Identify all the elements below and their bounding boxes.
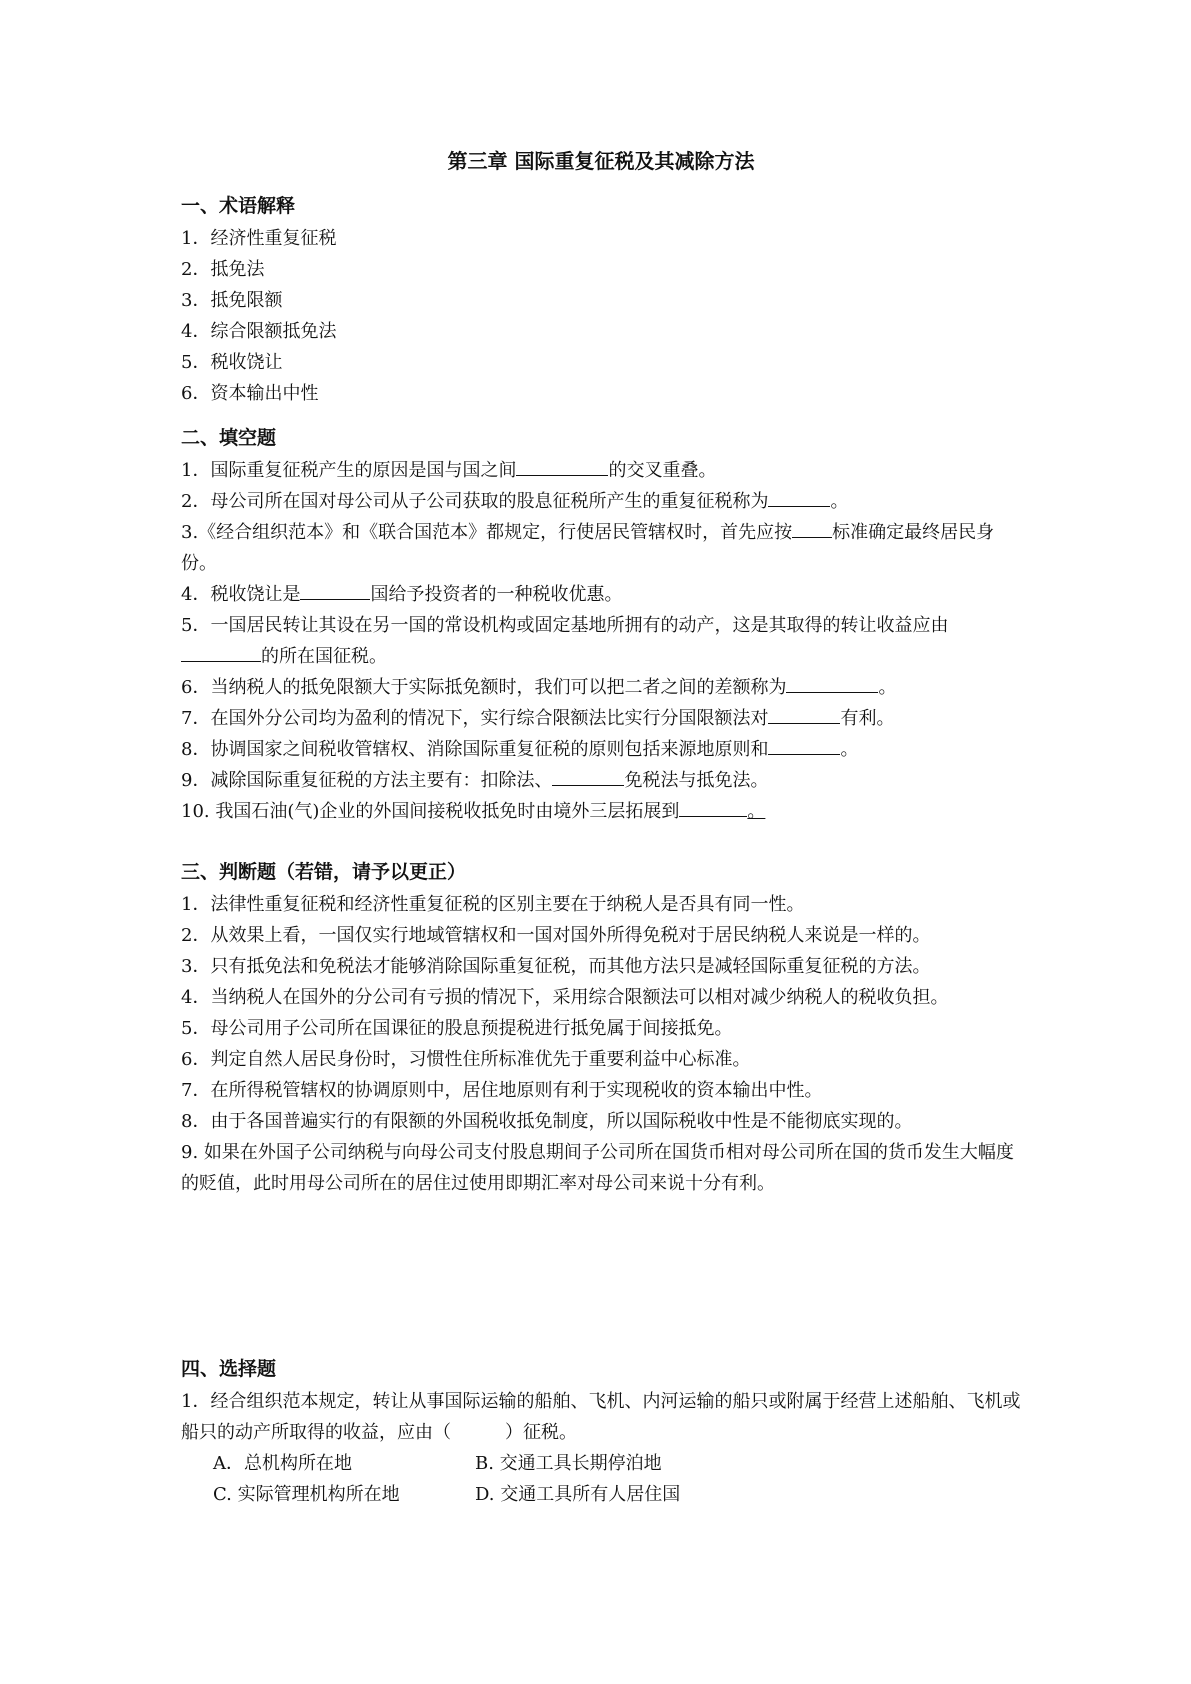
answer-blank[interactable] (792, 519, 832, 538)
fill-question: 10. 我国石油(气)企业的外国间接税收抵免时由境外三层拓展到 。 (181, 796, 1021, 827)
fill-question: 3.《经合组织范本》和《联合国范本》都规定，行使居民管辖权时，首先应按 标准确定最终居民身份。 (181, 517, 1021, 579)
term-item: 6．资本输出中性 (181, 383, 319, 404)
judge-question: 7．在所得税管辖权的协调原则中，居住地原则有利于实现税收的资本输出中性。 (181, 1080, 823, 1101)
section-multiple-choice (181, 1353, 1021, 1510)
section-heading: 一、术语解释 (181, 195, 296, 217)
answer-blank[interactable] (679, 798, 747, 817)
answer-blank[interactable] (181, 643, 261, 662)
fill-question: 5．一国居民转让其设在另一国的常设机构或固定基地所拥有的动产，这是其取得的转让收益应由的所在国征税。 (181, 615, 949, 667)
choice-option-d[interactable]: D. 交通工具所有人居住国 (475, 1484, 681, 1505)
answer-blank[interactable] (768, 705, 840, 724)
fill-question: 1．国际重复征税产生的原因是国与国之间 的交叉重叠。 (181, 455, 1021, 486)
answer-blank[interactable] (552, 767, 624, 786)
term-item: 3．抵免限额 (181, 290, 283, 311)
answer-blank[interactable] (786, 674, 878, 693)
judge-question: 3．只有抵免法和免税法才能够消除国际重复征税，而其他方法只是减轻国际重复征税的方法。 (181, 956, 931, 977)
section-terms (181, 190, 1021, 409)
section-heading: 四、选择题 (181, 1358, 277, 1380)
page-title: 第三章 国际重复征税及其减除方法 (447, 149, 755, 173)
fill-question: 2．母公司所在国对母公司从子公司获取的股息征税所产生的重复征税称为 。 (181, 486, 1021, 517)
choice-option-b[interactable]: B. 交通工具长期停泊地 (475, 1453, 662, 1474)
judge-question: 9. 如果在外国子公司纳税与向母公司支付股息期间子公司所在国货币相对母公司所在国的货币发生大幅度的贬值，此时用母公司所在的居住过使用即期汇率对母公司来说十分有利。 (181, 1142, 1014, 1194)
answer-blank[interactable] (300, 581, 370, 600)
judge-question: 4．当纳税人在国外的分公司有亏损的情况下，采用综合限额法可以相对减少纳税人的税收负担。 (181, 987, 949, 1008)
term-item: 4．综合限额抵免法 (181, 321, 337, 342)
fill-question: 9．减除国际重复征税的方法主要有：扣除法、 免税法与抵免法。 (181, 765, 1021, 796)
judge-question: 5．母公司用子公司所在国课征的股息预提税进行抵免属于间接抵免。 (181, 1018, 733, 1039)
choice-option-a[interactable]: A．总机构所在地 (213, 1453, 352, 1474)
term-item: 2．抵免法 (181, 259, 265, 280)
judge-question: 2．从效果上看，一国仅实行地域管辖权和一国对国外所得免税对于居民纳税人来说是一样的。 (181, 925, 931, 946)
choice-question: 1．经合组织范本规定，转让从事国际运输的船舶、飞机、内河运输的船只或附属于经营上述船舶、飞机或船只的动产所取得的收益，应由（ ）征税。 (181, 1391, 1021, 1443)
term-item: 1．经济性重复征税 (181, 228, 337, 249)
answer-blank[interactable] (768, 488, 830, 507)
answer-blank[interactable] (516, 457, 608, 476)
section-heading: 二、填空题 (181, 427, 277, 449)
term-item: 5．税收饶让 (181, 352, 283, 373)
judge-question: 1．法律性重复征税和经济性重复征税的区别主要在于纳税人是否具有同一性。 (181, 894, 805, 915)
fill-question: 4．税收饶让是 国给予投资者的一种税收优惠。 (181, 579, 1021, 610)
fill-question: 6．当纳税人的抵免限额大于实际抵免额时，我们可以把二者之间的差额称为 。 (181, 672, 1021, 703)
choice-option-c[interactable]: C. 实际管理机构所在地 (213, 1484, 400, 1505)
judge-question: 8．由于各国普遍实行的有限额的外国税收抵免制度，所以国际税收中性是不能彻底实现的。 (181, 1111, 913, 1132)
section-heading: 三、判断题（若错，请予以更正） (181, 861, 467, 883)
fill-question: 7．在国外分公司均为盈利的情况下，实行综合限额法比实行分国限额法对 有利。 (181, 703, 1021, 734)
fill-question: 8．协调国家之间税收管辖权、消除国际重复征税的原则包括来源地原则和 。 (181, 734, 1021, 765)
answer-blank[interactable] (768, 736, 840, 755)
section-fill-blank (181, 422, 1021, 827)
judge-question: 6．判定自然人居民身份时，习惯性住所标准优先于重要利益中心标准。 (181, 1049, 751, 1070)
section-true-false (181, 856, 1021, 1199)
choice-options (181, 1448, 1021, 1510)
